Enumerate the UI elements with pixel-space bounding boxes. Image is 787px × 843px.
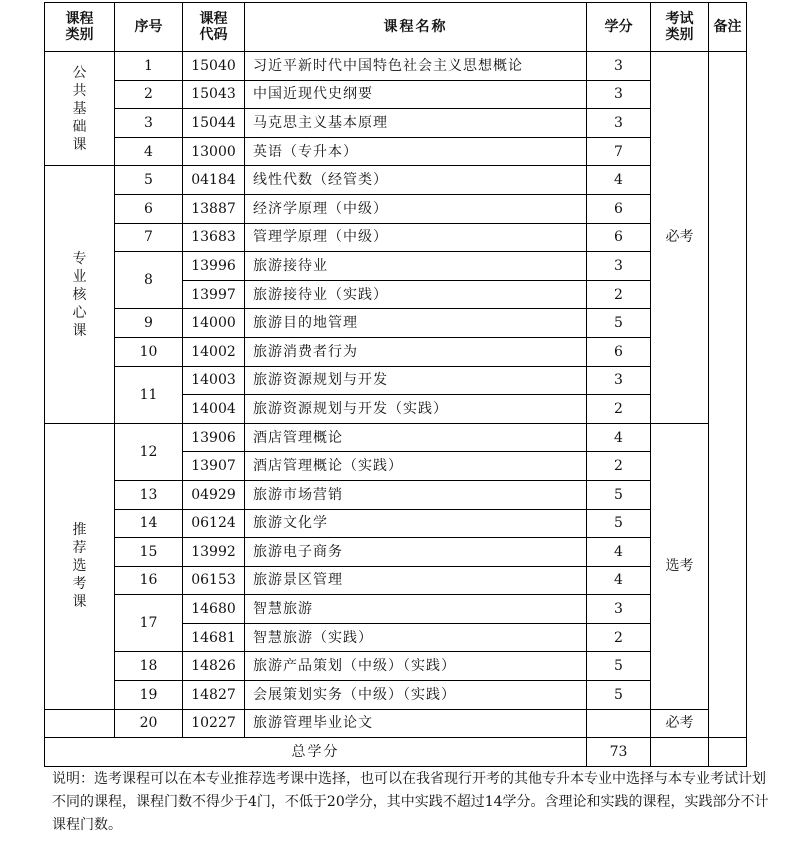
credits-cell: 3 (587, 366, 651, 395)
table-row (45, 137, 747, 166)
credits-cell: 6 (587, 194, 651, 223)
course-name-cell: 旅游接待业（实践） (245, 280, 587, 309)
course-name-cell: 旅游市场营销 (245, 480, 587, 509)
credits-cell: 6 (587, 337, 651, 366)
course-name-cell: 智慧旅游（实践） (245, 623, 587, 652)
table-row (45, 309, 747, 338)
code-cell: 10227 (183, 709, 245, 738)
group-core: 专业核心课 (45, 166, 115, 423)
table-row (45, 337, 747, 366)
credits-cell: 7 (587, 137, 651, 166)
code-cell: 13996 (183, 252, 245, 281)
course-name-cell: 线性代数（经管类） (245, 166, 587, 195)
total-exam-type (651, 738, 709, 767)
code-cell: 13907 (183, 452, 245, 481)
group-thesis (45, 709, 115, 738)
code-cell: 15044 (183, 109, 245, 138)
code-cell: 15040 (183, 52, 245, 81)
table-row (45, 52, 747, 81)
credits-cell: 4 (587, 566, 651, 595)
total-label: 总学分 (45, 738, 587, 767)
credits-cell: 3 (587, 109, 651, 138)
course-name-cell: 经济学原理（中级） (245, 194, 587, 223)
total-credits: 73 (587, 738, 651, 767)
exam-type-required: 必考 (651, 52, 709, 424)
code-cell: 04929 (183, 480, 245, 509)
course-name-cell: 旅游电子商务 (245, 538, 587, 567)
credits-cell: 3 (587, 595, 651, 624)
header-seq: 序号 (115, 3, 183, 52)
table-row (45, 509, 747, 538)
credits-cell: 6 (587, 223, 651, 252)
credits-cell: 4 (587, 538, 651, 567)
seq-cell: 1 (115, 52, 183, 81)
course-name-cell: 旅游景区管理 (245, 566, 587, 595)
credits-cell: 4 (587, 166, 651, 195)
table-row (45, 566, 747, 595)
credits-cell: 3 (587, 252, 651, 281)
curriculum-table (44, 2, 747, 767)
course-name-cell: 旅游目的地管理 (245, 309, 587, 338)
credits-cell (587, 709, 651, 738)
credits-cell: 5 (587, 309, 651, 338)
table-row (45, 709, 747, 738)
credits-cell: 5 (587, 681, 651, 710)
code-cell: 14681 (183, 623, 245, 652)
course-name-cell: 习近平新时代中国特色社会主义思想概论 (245, 52, 587, 81)
table-row (45, 480, 747, 509)
seq-cell: 9 (115, 309, 183, 338)
footnote: 说明：选考课程可以在本专业推荐选考课中选择，也可以在我省现行开考的其他专升本专业中选择与本专业考试计划不同的课程，课程门数不得少于4门，不低于20学分，其中实践不超过14学分。含理论和实践的课程，实践部分不计课程门数。 (52, 771, 769, 833)
code-cell: 13000 (183, 137, 245, 166)
code-cell: 06124 (183, 509, 245, 538)
credits-cell: 2 (587, 395, 651, 424)
credits-cell: 5 (587, 480, 651, 509)
header-credits: 学分 (587, 3, 651, 52)
course-name-cell: 旅游管理毕业论文 (245, 709, 587, 738)
seq-cell: 4 (115, 137, 183, 166)
seq-cell: 5 (115, 166, 183, 195)
course-name-cell: 旅游接待业 (245, 252, 587, 281)
exam-type-thesis: 必考 (651, 709, 709, 738)
table-row (45, 194, 747, 223)
seq-cell: 16 (115, 566, 183, 595)
course-name-cell: 智慧旅游 (245, 595, 587, 624)
credits-cell: 2 (587, 623, 651, 652)
credits-cell: 2 (587, 280, 651, 309)
seq-cell: 18 (115, 652, 183, 681)
exam-type-elective: 选考 (651, 423, 709, 709)
table-row (45, 595, 747, 624)
code-cell: 13992 (183, 538, 245, 567)
seq-cell: 7 (115, 223, 183, 252)
course-name-cell: 旅游资源规划与开发 (245, 366, 587, 395)
code-cell: 14004 (183, 395, 245, 424)
seq-cell: 8 (115, 252, 183, 309)
code-cell: 13683 (183, 223, 245, 252)
course-name-cell: 酒店管理概论（实践） (245, 452, 587, 481)
table-row (45, 252, 747, 281)
group-elective: 推荐选考课 (45, 423, 115, 709)
credits-cell: 3 (587, 52, 651, 81)
header-category: 课程类别 (45, 3, 115, 52)
code-cell: 13887 (183, 194, 245, 223)
code-cell: 13906 (183, 423, 245, 452)
header-exam-type: 考试类别 (651, 3, 709, 52)
total-row (45, 738, 747, 767)
table-row (45, 223, 747, 252)
code-cell: 13997 (183, 280, 245, 309)
course-name-cell: 英语（专升本） (245, 137, 587, 166)
header-name: 课程名称 (245, 3, 587, 52)
course-name-cell: 会展策划实务（中级）（实践） (245, 681, 587, 710)
credits-cell: 5 (587, 652, 651, 681)
seq-cell: 19 (115, 681, 183, 710)
header-code: 课程代码 (183, 3, 245, 52)
seq-cell: 10 (115, 337, 183, 366)
code-cell: 14002 (183, 337, 245, 366)
table-row (45, 109, 747, 138)
header-row (45, 3, 747, 52)
seq-cell: 11 (115, 366, 183, 423)
code-cell: 04184 (183, 166, 245, 195)
seq-cell: 12 (115, 423, 183, 480)
course-name-cell: 中国近现代史纲要 (245, 80, 587, 109)
seq-cell: 14 (115, 509, 183, 538)
seq-cell: 20 (115, 709, 183, 738)
code-cell: 14000 (183, 309, 245, 338)
code-cell: 14003 (183, 366, 245, 395)
table-row (45, 80, 747, 109)
course-name-cell: 旅游消费者行为 (245, 337, 587, 366)
group-public: 公共基础课 (45, 52, 115, 166)
code-cell: 14827 (183, 681, 245, 710)
seq-cell: 13 (115, 480, 183, 509)
course-name-cell: 旅游资源规划与开发（实践） (245, 395, 587, 424)
course-name-cell: 旅游文化学 (245, 509, 587, 538)
seq-cell: 2 (115, 80, 183, 109)
total-remarks (709, 738, 747, 767)
course-name-cell: 旅游产品策划（中级）（实践） (245, 652, 587, 681)
table-row (45, 652, 747, 681)
seq-cell: 17 (115, 595, 183, 652)
credits-cell: 5 (587, 509, 651, 538)
code-cell: 15043 (183, 80, 245, 109)
table-row (45, 538, 747, 567)
credits-cell: 3 (587, 80, 651, 109)
table-row (45, 166, 747, 195)
seq-cell: 6 (115, 194, 183, 223)
course-name-cell: 管理学原理（中级） (245, 223, 587, 252)
code-cell: 06153 (183, 566, 245, 595)
table-row (45, 681, 747, 710)
table-row (45, 423, 747, 452)
seq-cell: 3 (115, 109, 183, 138)
remarks-cell (709, 52, 747, 738)
course-name-cell: 酒店管理概论 (245, 423, 587, 452)
header-remarks: 备注 (709, 3, 747, 52)
table-row (45, 366, 747, 395)
credits-cell: 2 (587, 452, 651, 481)
seq-cell: 15 (115, 538, 183, 567)
course-name-cell: 马克思主义基本原理 (245, 109, 587, 138)
code-cell: 14680 (183, 595, 245, 624)
code-cell: 14826 (183, 652, 245, 681)
credits-cell: 4 (587, 423, 651, 452)
